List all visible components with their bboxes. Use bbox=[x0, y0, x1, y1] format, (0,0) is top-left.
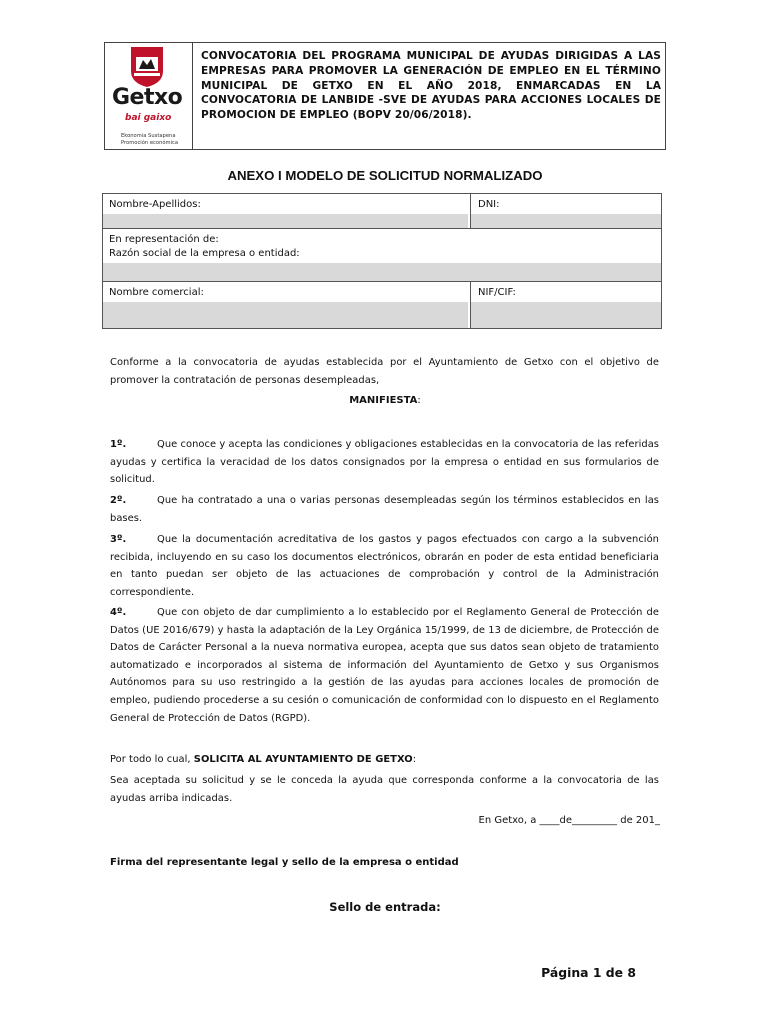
name-label: Nombre-Apellidos: bbox=[109, 199, 201, 210]
entry-stamp-label: Sello de entrada: bbox=[329, 900, 441, 914]
signature-label: Firma del representante legal y sello de la empresa o entidad bbox=[110, 857, 459, 868]
logo-department-eu: Ekonomia Sustapena bbox=[121, 133, 176, 139]
form-row-company bbox=[103, 229, 661, 282]
nif-label: NIF/CIF: bbox=[478, 287, 516, 298]
annex-title: ANEXO I MODELO DE SOLICITUD NORMALIZADO bbox=[227, 168, 543, 183]
list-item bbox=[110, 531, 659, 601]
item-text: Que con objeto de dar cumplimiento a lo establecido por el Reglamento General de Protección de Datos (UE 2016/679) y hasta la adaptación de la Ley Orgánica 15/1999, de 13 de diciembre, de Protección de Datos de Carácter Personal a la nueva normativa europea, acepta que sus datos sean objeto de tratamiento automatizado e incorporados al sistema de información del Ayuntamiento de Getxo y sus Organismos Autónomos para su uso restringido a la gestión de las ayudas para acciones locales de promoción de empleo, pudiendo procederse a su cesión o comunicación de conformidad con lo dispuesto en el Reglamento General de Protección de Datos (RGPD). bbox=[110, 607, 659, 724]
logo-department-es: Promoción económica bbox=[121, 140, 179, 146]
commercial-name-input[interactable] bbox=[103, 302, 468, 328]
manifiesta-label: MANIFIESTA bbox=[349, 395, 418, 406]
item-number: 3º. bbox=[110, 534, 127, 545]
solicita-colon: : bbox=[412, 754, 417, 765]
name-input[interactable] bbox=[103, 214, 468, 228]
logo-tagline: bai gaixo bbox=[125, 113, 172, 123]
getxo-logo bbox=[105, 43, 193, 149]
item-number: 4º. bbox=[110, 607, 127, 618]
form-row-name bbox=[103, 194, 661, 229]
list-item bbox=[110, 604, 659, 727]
form-row-commercial bbox=[103, 282, 661, 328]
dni-input[interactable] bbox=[471, 214, 661, 228]
call-title: CONVOCATORIA DEL PROGRAMA MUNICIPAL DE AYUDAS DIRIGIDAS A LAS EMPRESAS PARA PROMOVER LA GENERACIÓN DE EMPLEO EN EL TÉRMINO MUNICIPAL DE GETXO EN EL AÑO 2018, ENMARCADAS EN LA CONVOCATORIA DE LANBIDE -SVE DE AYUDAS PARA ACCIONES LOCALES DE PROMOCION DE EMPLEO (BOPV 20/06/2018). bbox=[201, 50, 661, 122]
document-header bbox=[104, 42, 666, 150]
date-line: En Getxo, a ____de_________ de 201_ bbox=[478, 815, 660, 826]
applicant-form bbox=[102, 193, 662, 329]
getxo-coat-of-arms-icon bbox=[129, 47, 165, 87]
item-text: Que la documentación acreditativa de los gastos y pagos efectuados con cargo a la subvención recibida, incluyendo en su caso los documentos electrónicos, obrarán en poder de esta entidad beneficiaria en tanto puedan ser objeto de las actuaciones de comprobación y control de la Administración correspondiente. bbox=[110, 534, 659, 598]
nif-input[interactable] bbox=[471, 302, 661, 328]
intro-paragraph: Conforme a la convocatoria de ayudas establecida por el Ayuntamiento de Getxo con el objetivo de promover la contratación de personas desempleadas, bbox=[110, 357, 659, 386]
page-number: Página 1 de 8 bbox=[541, 965, 636, 980]
dni-label: DNI: bbox=[478, 199, 500, 210]
item-text: Que conoce y acepta las condiciones y obligaciones establecidas en la convocatoria de las referidas ayudas y certifica la veracidad de los datos consignados por la empresa o entidad en sus formularios de solicitud. bbox=[110, 439, 659, 486]
list-item bbox=[110, 492, 659, 527]
column-divider bbox=[470, 194, 471, 228]
manifiesta-colon: : bbox=[417, 395, 421, 406]
manifiesta-heading bbox=[0, 395, 770, 406]
solicita-line bbox=[110, 751, 659, 769]
column-divider bbox=[470, 282, 471, 328]
solicita-prefix: Por todo lo cual, bbox=[110, 754, 194, 765]
company-label: Razón social de la empresa o entidad: bbox=[109, 248, 300, 259]
commercial-name-label: Nombre comercial: bbox=[109, 287, 204, 298]
item-number: 1º. bbox=[110, 439, 127, 450]
solicita-label: SOLICITA AL AYUNTAMIENTO DE GETXO bbox=[193, 754, 413, 765]
item-number: 2º. bbox=[110, 495, 127, 506]
item-text: Que ha contratado a una o varias personas desempleadas según los términos establecidos en las bases. bbox=[110, 495, 659, 524]
representation-label: En representación de: bbox=[109, 234, 219, 245]
list-item bbox=[110, 436, 659, 489]
request-paragraph: Sea aceptada su solicitud y se le conceda la ayuda que corresponda conforme a la convocatoria de las ayudas arriba indicadas. bbox=[110, 775, 659, 804]
logo-wordmark: Getxo bbox=[112, 85, 183, 110]
company-input[interactable] bbox=[103, 263, 661, 281]
